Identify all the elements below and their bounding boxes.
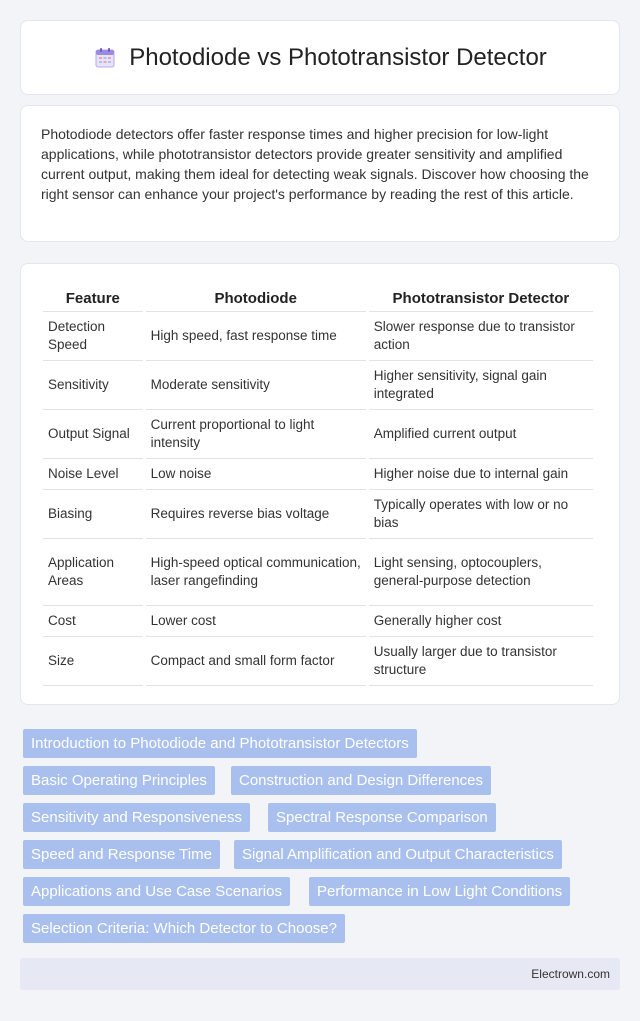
table-cell: Usually larger due to transistor structure <box>369 637 593 686</box>
table-cell: High-speed optical communication, laser rangefinding <box>146 539 366 606</box>
table-row <box>43 490 593 539</box>
table-cell: Light sensing, optocouplers, general-purpose detection <box>369 539 593 606</box>
table-cell: Noise Level <box>43 459 143 490</box>
table-cell: Compact and small form factor <box>146 637 366 686</box>
column-header-photodiode: Photodiode <box>146 284 366 312</box>
table-cell: Detection Speed <box>43 312 143 361</box>
table-cell: Slower response due to transistor action <box>369 312 593 361</box>
footer <box>20 958 620 990</box>
comparison-table <box>40 284 596 686</box>
topic-link[interactable]: Introduction to Photodiode and Phototransistor Detectors <box>23 729 417 758</box>
intro-card <box>20 105 620 242</box>
topic-link[interactable]: Sensitivity and Responsiveness <box>23 803 250 832</box>
table-header-row <box>43 284 593 312</box>
table-cell: Biasing <box>43 490 143 539</box>
table-cell: Application Areas <box>43 539 143 606</box>
table-row <box>43 459 593 490</box>
table-cell: Amplified current output <box>369 410 593 459</box>
table-row <box>43 361 593 410</box>
topic-link[interactable]: Signal Amplification and Output Characteristics <box>234 840 562 869</box>
table-row <box>43 539 593 606</box>
table-cell: Higher sensitivity, signal gain integrated <box>369 361 593 410</box>
calendar-icon <box>93 46 117 70</box>
table-cell: Lower cost <box>146 606 366 637</box>
column-header-phototransistor: Phototransistor Detector <box>369 284 593 312</box>
topic-link[interactable]: Speed and Response Time <box>23 840 220 869</box>
comparison-table-card <box>20 263 620 705</box>
topic-link[interactable]: Selection Criteria: Which Detector to Choose? <box>23 914 345 943</box>
table-cell: High speed, fast response time <box>146 312 366 361</box>
topic-link[interactable]: Construction and Design Differences <box>231 766 491 795</box>
title-card <box>20 20 620 95</box>
table-row <box>43 410 593 459</box>
table-cell: Generally higher cost <box>369 606 593 637</box>
table-row <box>43 606 593 637</box>
topic-link[interactable]: Applications and Use Case Scenarios <box>23 877 290 906</box>
table-cell: Requires reverse bias voltage <box>146 490 366 539</box>
table-row <box>43 312 593 361</box>
table-row <box>43 637 593 686</box>
topic-link[interactable]: Spectral Response Comparison <box>268 803 496 832</box>
intro-text: Photodiode detectors offer faster response times and higher precision for low-light applications, while phototransistor detectors provide greater sensitivity and amplified current output, making them ideal for detecting weak signals. Discover how choosing the right sensor can enhance your project's performance by reading the rest of this article. <box>41 126 589 202</box>
table-cell: Cost <box>43 606 143 637</box>
table-cell: Current proportional to light intensity <box>146 410 366 459</box>
table-cell: Moderate sensitivity <box>146 361 366 410</box>
table-cell: Higher noise due to internal gain <box>369 459 593 490</box>
table-cell: Output Signal <box>43 410 143 459</box>
page-title: Photodiode vs Phototransistor Detector <box>129 43 547 71</box>
topic-link[interactable]: Performance in Low Light Conditions <box>309 877 570 906</box>
table-cell: Sensitivity <box>43 361 143 410</box>
topic-link[interactable]: Basic Operating Principles <box>23 766 215 795</box>
table-cell: Low noise <box>146 459 366 490</box>
table-cell: Typically operates with low or no bias <box>369 490 593 539</box>
footer-site-name[interactable]: Electrown.com <box>531 967 610 981</box>
column-header-feature: Feature <box>43 284 143 312</box>
table-cell: Size <box>43 637 143 686</box>
